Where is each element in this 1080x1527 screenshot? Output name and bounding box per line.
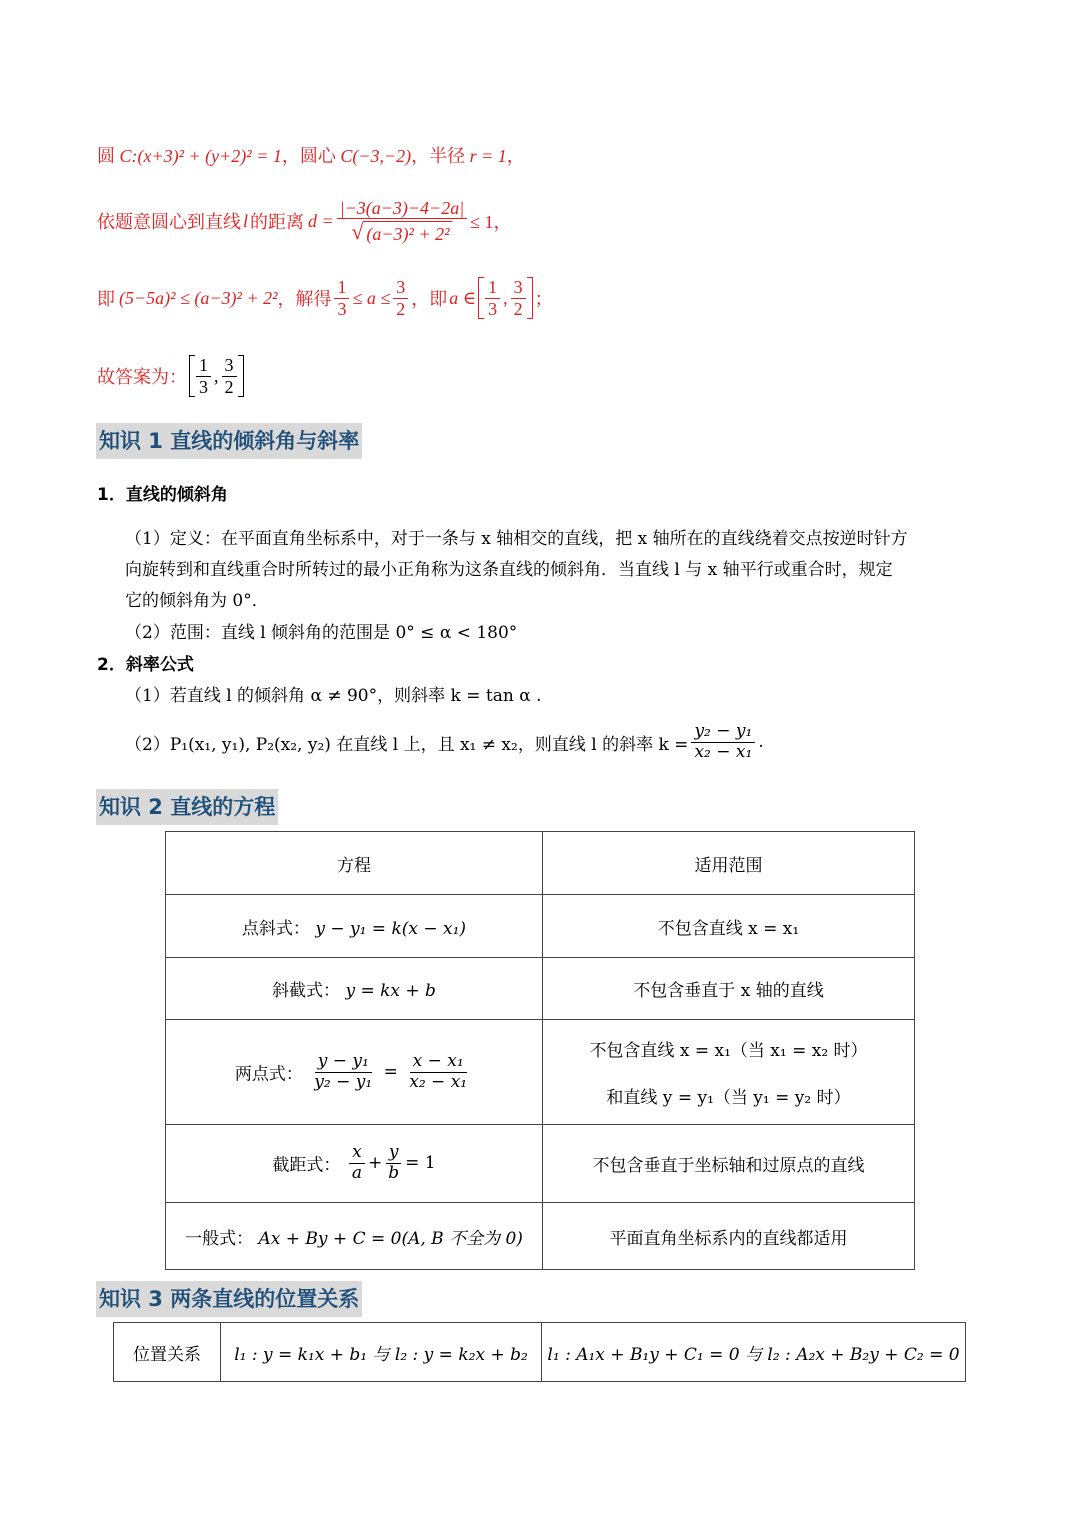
table-row	[166, 1020, 915, 1125]
text: ；	[534, 289, 553, 309]
rhs: = 1	[405, 1153, 436, 1174]
distance-numerator: |−3(a−3)−4−2a|	[337, 198, 467, 220]
table-row	[166, 1125, 915, 1203]
den: 2	[513, 298, 523, 319]
text: ≤ 1，	[470, 212, 512, 232]
text: 的距离	[250, 212, 305, 232]
num: 3	[393, 277, 408, 299]
den: 3	[337, 298, 347, 319]
den: x₂ − x₁	[409, 1071, 468, 1092]
equation-cell	[166, 1125, 543, 1203]
range-line: （2）范围：直线 l 倾斜角的范围是 0° ≤ α < 180°	[125, 623, 518, 643]
fraction	[349, 1143, 365, 1183]
slope-fraction	[691, 722, 755, 762]
circle-center: C(−3,−2)	[340, 146, 412, 166]
num: y − y₁	[315, 1052, 372, 1073]
comma: ,	[214, 365, 219, 386]
distance-denominator: √ (a−3)² + 2²	[348, 219, 455, 244]
text: 圆	[97, 146, 115, 166]
table-header-row	[114, 1323, 966, 1382]
num: y₂ − y₁	[691, 722, 755, 743]
scope-line-2: 和直线 y = y₁（当 y₁ = y₂ 时）	[606, 1088, 851, 1108]
header-cell: l₁ : A₁x + B₁y + C₁ = 0 与 l₂ : A₂x + B₂y + C₂ = 0	[542, 1323, 966, 1382]
solution-line-2	[97, 186, 512, 256]
equals: =	[383, 1062, 398, 1082]
equation-cell	[166, 1020, 543, 1125]
line-l: l	[243, 210, 249, 231]
label: 斜截式：	[272, 981, 341, 1001]
scope-cell: 不包含垂直于坐标轴和过原点的直线	[543, 1125, 915, 1203]
text: ，半径	[411, 146, 466, 166]
text: ，解得	[277, 289, 332, 309]
section-1-heading: 知识 1 直线的倾斜角与斜率	[96, 423, 362, 459]
subheading-inclination: 1．直线的倾斜角	[97, 485, 228, 505]
table-row	[166, 895, 915, 958]
num: 1	[485, 277, 500, 299]
table-row	[166, 1203, 915, 1270]
header-cell: 位置关系	[114, 1323, 221, 1382]
fraction	[393, 277, 408, 319]
fraction	[222, 355, 237, 397]
header-cell: 方程	[166, 832, 543, 895]
inequality: (5−5a)² ≤ (a−3)² + 2²	[119, 287, 278, 308]
fraction	[511, 277, 526, 319]
definition-line-2: 向旋转到和直线重合时所转过的最小正角称为这条直线的倾斜角．当直线 l 与 x 轴平行或重合时，规定	[125, 560, 893, 580]
radicand: (a−3)² + 2²	[363, 221, 452, 245]
equation-cell	[166, 895, 543, 958]
scope-cell	[543, 1020, 915, 1125]
solution-line-3	[97, 272, 553, 324]
label: 两点式：	[234, 1064, 303, 1085]
answer-label: 故答案为：	[97, 367, 187, 387]
text: ，	[506, 146, 525, 166]
den: y₂ − y₁	[314, 1071, 373, 1092]
fraction	[485, 277, 500, 319]
line-equations-table	[165, 831, 915, 1270]
label: 点斜式：	[241, 918, 310, 939]
header-cell: 适用范围	[543, 832, 915, 895]
equation: y − y₁ = k(x − x₁)	[315, 918, 467, 939]
equation-cell	[166, 1203, 543, 1270]
interval: $\frac{1}{3}$ , $\frac{3}{2}$	[478, 277, 533, 319]
text: ≤ a ≤	[352, 287, 391, 308]
den: a	[351, 1163, 362, 1183]
table-header-row	[166, 832, 915, 895]
plus: +	[367, 1153, 383, 1174]
num: 3	[222, 355, 237, 377]
scope-line-1: 不包含直线 x = x₁（当 x₁ = x₂ 时）	[589, 1041, 868, 1061]
equation: y = kx + b	[345, 981, 436, 1001]
distance-d: d =	[308, 210, 334, 231]
scope-cell: 不包含直线 x = x₁	[543, 895, 915, 958]
header-cell: l₁ : y = k₁x + b₁ 与 l₂ : y = k₂x + b₂	[221, 1323, 542, 1382]
slope-line-2	[125, 714, 764, 770]
text: 即	[97, 289, 115, 309]
circle-equation: C:(x+3)² + (y+2)² = 1	[119, 146, 282, 166]
num: 1	[334, 277, 349, 299]
fraction	[311, 1052, 375, 1092]
definition-line-1: （1）定义：在平面直角坐标系中，对于一条与 x 轴相交的直线，把 x 轴所在的直线绕着交点按逆时针方	[125, 529, 908, 549]
text: 依题意圆心到直线	[97, 212, 241, 232]
num: 1	[196, 355, 211, 377]
fraction	[406, 1052, 470, 1092]
subheading-slope: 2．斜率公式	[97, 655, 194, 675]
label: 一般式：	[185, 1228, 254, 1249]
scope-cell: 不包含垂直于 x 轴的直线	[543, 958, 915, 1020]
text: ，圆心	[281, 146, 336, 166]
position-relation-table	[113, 1322, 966, 1382]
fraction	[334, 277, 349, 319]
text: a ∈	[449, 287, 477, 308]
num: y	[386, 1143, 402, 1164]
den: 2	[396, 298, 406, 319]
equation: Ax + By + C = 0(A, B 不全为 0)	[258, 1228, 523, 1249]
section-3-heading: 知识 3 两条直线的位置关系	[96, 1281, 362, 1317]
text: ，即	[411, 289, 448, 309]
label: 截距式：	[272, 1156, 341, 1176]
equation-cell	[166, 958, 543, 1020]
fraction	[385, 1143, 402, 1183]
slope-line-1: （1）若直线 l 的倾斜角 α ≠ 90°，则斜率 k = tan α .	[125, 686, 542, 706]
num: x − x₁	[410, 1052, 467, 1073]
num: x	[349, 1143, 365, 1164]
distance-fraction	[337, 198, 467, 245]
den: 3	[199, 376, 208, 397]
answer-interval	[189, 355, 244, 397]
den: 2	[224, 376, 234, 397]
solution-line-1	[97, 142, 525, 168]
answer-line	[97, 350, 246, 402]
definition-line-3: 它的倾斜角为 0°．	[125, 591, 269, 611]
circle-radius: r = 1	[469, 146, 507, 166]
fraction	[196, 355, 211, 397]
text: （2）P₁(x₁, y₁), P₂(x₂, y₂) 在直线 l 上，且 x₁ ≠ x₂，则直线 l 的斜率 k =	[125, 734, 689, 755]
den: x₂ − x₁	[694, 741, 753, 762]
section-2-heading: 知识 2 直线的方程	[96, 789, 278, 825]
num: 3	[511, 277, 526, 299]
text: .	[758, 732, 764, 752]
den: 3	[488, 298, 498, 319]
den: b	[388, 1163, 400, 1183]
table-row	[166, 958, 915, 1020]
scope-cell: 平面直角坐标系内的直线都适用	[543, 1203, 915, 1270]
